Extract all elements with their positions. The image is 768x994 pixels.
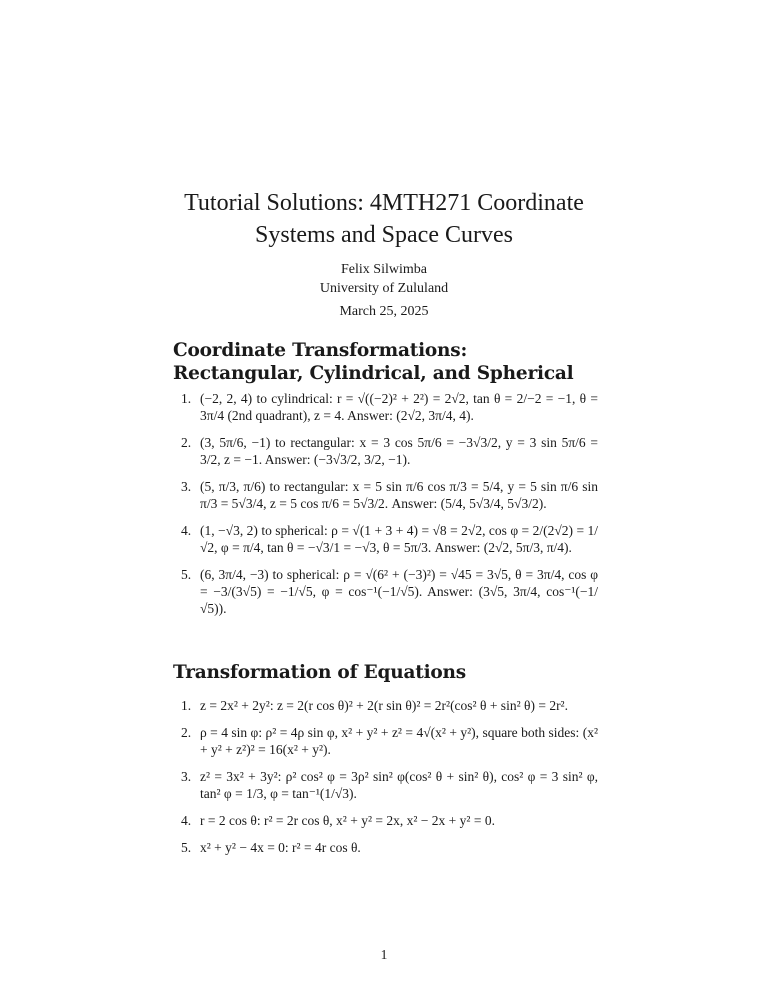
list-item: 4. (1, −√3, 2) to spherical: ρ = √(1 + 3 + 4) = √8 = 2√2, cos φ = 2/(2√2) = 1/√2, φ = π/4, tan θ = −√3/1 = −√3, θ = 5π/3. Answer: (2√2, 5π/3, π/4). <box>181 523 598 555</box>
list-item: 2. (3, 5π/6, −1) to rectangular: x = 3 cos 5π/6 = −3√3/2, y = 3 sin 5π/6 = 3/2, z = −1. Answer: (−3√3/2, 3/2, −1). <box>181 435 598 467</box>
item-text: ρ = 4 sin φ: ρ² = 4ρ sin φ, x² + y² + z² = 4√(x² + y²), square both sides: (x² + y² + z²)² = 16(x² + y²). <box>200 725 598 757</box>
item-text: (1, −√3, 2) to spherical: ρ = √(1 + 3 + 4) = √8 = 2√2, cos φ = 2/(2√2) = 1/√2, φ = π/4, tan θ = −√3/1 = −√3, θ = 5π/3. Answer: (2√2, 5π/3, π/4). <box>200 523 598 555</box>
list-item: 3. (5, π/3, π/6) to rectangular: x = 5 sin π/6 cos π/3 = 5/4, y = 5 sin π/6 sin π/3 = 5√3/4, z = 5 cos π/6 = 5√3/2. Answer: (5/4, 5√3/4, 5√3/2). <box>181 479 598 511</box>
coordinate-transformations-list <box>173 390 598 627</box>
item-text: z² = 3x² + 3y²: ρ² cos² φ = 3ρ² sin² φ(cos² θ + sin² θ), cos² φ = 3 sin² φ, tan² φ = 1/3, φ = tan⁻¹(1/√3). <box>200 769 598 801</box>
document-title <box>0 187 768 251</box>
document-date: March 25, 2025 <box>339 304 429 319</box>
list-item: 3. z² = 3x² + 3y²: ρ² cos² φ = 3ρ² sin² φ(cos² θ + sin² θ), cos² φ = 3 sin² φ, tan² φ = 1/3, φ = tan⁻¹(1/√3). <box>181 769 598 801</box>
author-name: Felix Silwimba <box>341 262 427 277</box>
item-text: (5, π/3, π/6) to rectangular: x = 5 sin π/6 cos π/3 = 5/4, y = 5 sin π/6 sin π/3 = 5√3/4, z = 5 cos π/6 = 5√3/2. Answer: (5/4, 5√3/4, 5√3/2). <box>200 479 598 511</box>
list-item: 2. ρ = 4 sin φ: ρ² = 4ρ sin φ, x² + y² + z² = 4√(x² + y²), square both sides: (x² + y² + z²)² = 16(x² + y²). <box>181 725 598 757</box>
item-text: (6, 3π/4, −3) to spherical: ρ = √(6² + (−3)²) = √45 = 3√5, θ = 3π/4, cos φ = −3/(3√5) = −1/√5, φ = cos⁻¹(−1/√5). Answer: (3√5, 3π/4, cos⁻¹(−1/√5)). <box>200 567 598 616</box>
title-line-1: Tutorial Solutions: 4MTH271 Coordinate <box>184 190 584 216</box>
item-text: z = 2x² + 2y²: z = 2(r cos θ)² + 2(r sin θ)² = 2r²(cos² θ + sin² θ) = 2r². <box>200 698 568 713</box>
page-number: 1 <box>380 947 388 962</box>
list-item: 5. x² + y² − 4x = 0: r² = 4r cos θ. <box>181 840 361 855</box>
item-text: x² + y² − 4x = 0: r² = 4r cos θ. <box>200 840 361 855</box>
transformation-of-equations-list <box>173 697 598 866</box>
item-text: (3, 5π/6, −1) to rectangular: x = 3 cos 5π/6 = −3√3/2, y = 3 sin 5π/6 = 3/2, z = −1. Answer: (−3√3/2, 3/2, −1). <box>200 435 598 467</box>
list-item: 1. z = 2x² + 2y²: z = 2(r cos θ)² + 2(r sin θ)² = 2r²(cos² θ + sin² θ) = 2r². <box>181 698 568 713</box>
item-text: r = 2 cos θ: r² = 2r cos θ, x² + y² = 2x, x² − 2x + y² = 0. <box>200 813 495 828</box>
list-item: 5. (6, 3π/4, −3) to spherical: ρ = √(6² + (−3)²) = √45 = 3√5, θ = 3π/4, cos φ = −3/(3√5) = −1/√5, φ = cos⁻¹(−1/√5). Answer: (3√5, 3π/4, cos⁻¹(−1/√5)). <box>181 567 598 616</box>
list-item: 1. (−2, 2, 4) to cylindrical: r = √((−2)² + 2²) = 2√2, tan θ = 2/−2 = −1, θ = 3π/4 (2nd quadrant), z = 4. Answer: (2√2, 3π/4, 4). <box>181 391 598 423</box>
section-heading-coordinate-transformations: Coordinate Transformations: Rectangular, Cylindrical, and Spherical <box>173 340 574 384</box>
list-item: 4. r = 2 cos θ: r² = 2r cos θ, x² + y² = 2x, x² − 2x + y² = 0. <box>181 813 495 828</box>
author-block <box>0 260 768 298</box>
section-heading-transformation-of-equations: Transformation of Equations <box>173 662 467 683</box>
item-text: (−2, 2, 4) to cylindrical: r = √((−2)² + 2²) = 2√2, tan θ = 2/−2 = −1, θ = 3π/4 (2nd quadrant), z = 4. Answer: (2√2, 3π/4, 4). <box>200 391 598 423</box>
author-affiliation: University of Zululand <box>319 281 449 296</box>
title-line-2: Systems and Space Curves <box>255 222 513 248</box>
